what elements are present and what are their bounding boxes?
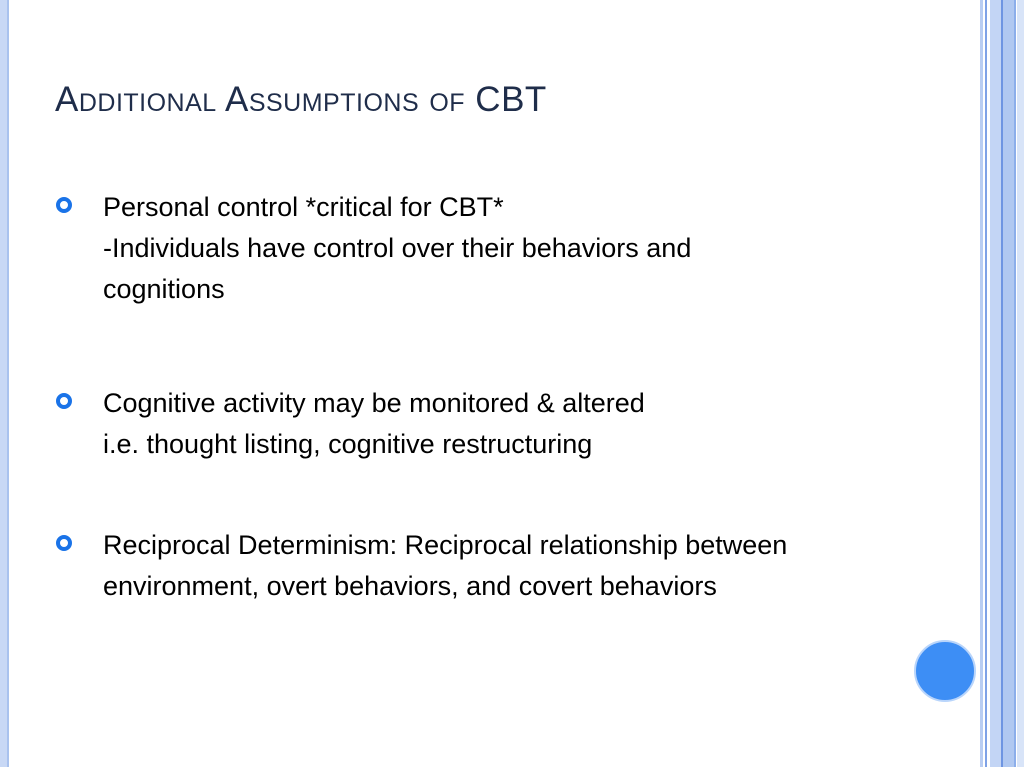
bullet-text	[103, 383, 645, 465]
ring-bullet-icon	[55, 196, 73, 214]
bullet-line: Reciprocal Determinism: Reciprocal relationship between	[103, 530, 788, 560]
stripe	[1014, 0, 1016, 767]
stripe	[1017, 0, 1024, 767]
bullet-line: i.e. thought listing, cognitive restructuring	[103, 429, 593, 459]
circle-decoration	[914, 640, 976, 702]
bullet-line: cognitions	[103, 274, 225, 304]
bullet-line: Personal control *critical for CBT*	[103, 192, 504, 222]
bullet-text	[103, 187, 691, 310]
bullet-line: -Individuals have control over their behaviors and	[103, 233, 692, 263]
bullet-line: Cognitive activity may be monitored & altered	[103, 388, 645, 418]
stripe	[990, 0, 1001, 767]
bullet-line: environment, overt behaviors, and covert behaviors	[103, 571, 717, 601]
stripe	[985, 0, 987, 767]
left-border-decoration	[0, 0, 9, 767]
bullet-text	[103, 525, 787, 607]
ring-bullet-icon	[55, 534, 73, 552]
ring-bullet-icon	[55, 392, 73, 410]
stripe	[980, 0, 983, 767]
stripe	[1003, 0, 1014, 767]
slide-title: Additional Assumptions of CBT	[55, 80, 547, 119]
right-stripe-decoration	[980, 0, 1024, 767]
